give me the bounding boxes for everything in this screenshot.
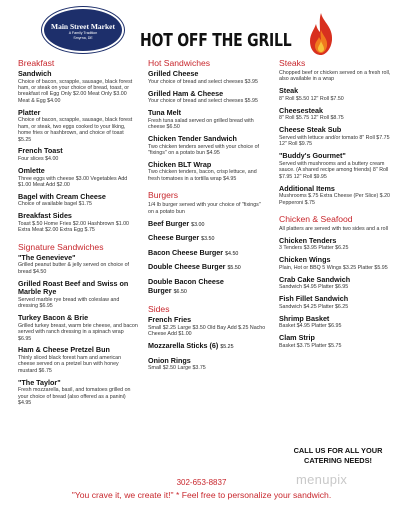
section-heading-hot-sandwiches: Hot Sandwiches [148, 58, 211, 68]
item-name: Crab Cake Sandwich [279, 274, 351, 284]
item-price: $3.00 [191, 221, 205, 228]
item-name: Cheese Burger [148, 233, 200, 243]
item-description: Choice of bacon, scrapple, sausage, black forest ham, or steak on your choice of bread, toast, or breakfast roll Egg Only $2.00 Meat Only $3.00 Meat & Egg $4.00 [18, 78, 133, 104]
section-heading-burgers: Burgers [148, 190, 179, 201]
item-description: Served with mushrooms and a buttery cream sauce. (A shared recipe among friends) 8" Roll $7.95 12" Roll $9.95 [279, 160, 389, 180]
item-name: Double Bacon Cheese Burger [148, 276, 224, 295]
item-description: Three eggs with cheese $3.00 Vegetables Add $1.00 Meat Add $2.00 [18, 175, 128, 188]
footer-tagline: "You crave it, we create it!" * Feel free to personalize your sandwich. [71, 490, 332, 500]
item-description: Sandwich $4.25 Platter $6.25 [279, 303, 349, 310]
menu-item [279, 276, 391, 291]
item-name: Breakfast Sides [18, 211, 72, 221]
menu-column-middle [148, 58, 268, 376]
menu-item [279, 334, 391, 349]
section-intro: All platters are served with two sides and a roll [279, 225, 388, 232]
item-description: Basket $4.95 Platter $6.95 [279, 323, 342, 330]
item-description: Served marble rye bread with coleslaw and dressing $6.95 [18, 296, 120, 310]
item-name: Turkey Bacon & Brie [18, 313, 89, 323]
menu-item [148, 316, 268, 337]
menu-item [279, 315, 391, 330]
item-name: Sandwich [18, 69, 52, 78]
menu-item [18, 109, 138, 143]
item-name: Double Cheese Burger [148, 262, 226, 272]
item-description: Basket $3.75 Platter $5.75 [279, 342, 342, 349]
phone-number: 302-653-8837 [176, 478, 227, 487]
menu-item [148, 342, 268, 352]
menu-item [279, 107, 391, 122]
menu-column-right [279, 58, 391, 354]
menu-item [18, 167, 138, 188]
menu-item [18, 147, 138, 162]
item-description: Small $2.25 Large $3.50 Old Bay Add $.25 Nacho Cheese Add $1.00 [148, 324, 266, 338]
menu-item [18, 212, 138, 233]
item-name: Tuna Melt [148, 108, 182, 117]
item-description: Served with lettuce and/or tomato 8" Roll $7.75 12" Roll $9.75 [279, 134, 390, 148]
item-description: Your choice of bread and select cheeses $3.95 [148, 78, 258, 85]
section-heading-chicken-seafood: Chicken & Seafood [279, 213, 353, 224]
item-name: Chicken Tenders [279, 235, 337, 245]
item-name: Mozzarella Sticks (6) [148, 341, 219, 350]
item-name: Cheesesteak [279, 105, 323, 115]
menu-item [148, 135, 268, 156]
item-price: $4.50 [225, 250, 239, 257]
item-description: Toast $.50 Home Fries $2.00 Hashbrown $1.00 Extra Meat $2.00 Extra Egg $.75 [18, 220, 130, 234]
watermark: menupix [296, 472, 348, 487]
flame-icon [306, 12, 336, 56]
item-price: $6.50 [173, 288, 187, 295]
logo-tagline: A Family Tradition [68, 31, 98, 35]
item-name: French Toast [18, 146, 63, 156]
item-description: Fresh mozzarella, basil, and tomatoes grilled on your choice of bread (also offered as a panini) $4.95 [18, 387, 131, 407]
item-description: Grilled turkey breast, warm brie cheese, and bacon served with ranch dressing in a spinach wrap $6.95 [18, 322, 138, 342]
item-name: Platter [18, 107, 41, 117]
catering-callout [288, 446, 388, 466]
item-price: $3.50 [201, 236, 215, 243]
section-heading-sides: Sides [148, 304, 170, 315]
item-name: Bagel with Cream Cheese [18, 191, 106, 201]
item-name: Fish Fillet Sandwich [279, 294, 349, 304]
item-description: Fresh tuna salad served on grilled bread with cheese $6.50 [148, 117, 254, 130]
section-heading-signature: Signature Sandwiches [18, 241, 104, 252]
menu-item [148, 263, 268, 273]
menu-item [279, 87, 391, 102]
item-name: "The Taylor" [18, 377, 61, 387]
item-description: Two chicken tenders served with your choice of "fixings" on a potato bun $4.95 [148, 143, 259, 156]
item-description: Grilled peanut butter & jelly served on choice of bread $4.50 [18, 262, 130, 275]
item-description: 8" Roll $5.75 12" Roll $8.75 [279, 115, 344, 122]
menu-item [148, 278, 240, 296]
menu-item [279, 256, 391, 271]
menu-item [279, 152, 391, 180]
item-description: Mushrooms $.75 Extra Cheese (Per Slice) $.20 Pepperoni $.75 [279, 193, 390, 206]
menu-item [18, 193, 138, 208]
logo-name: Main Street Market [50, 22, 115, 31]
item-description: Plain, Hot or BBQ 5 Wings $3.25 Platter $5.95 [279, 264, 388, 271]
item-name: Ham & Cheese Pretzel Bun [18, 345, 110, 355]
menu-item [279, 237, 391, 252]
item-description: Four slices $4.00 [18, 156, 59, 163]
item-name: Grilled Cheese [148, 69, 199, 78]
item-name: Shrimp Basket [279, 313, 330, 323]
menu-item [148, 249, 268, 259]
menu-item [148, 357, 268, 372]
menu-item [279, 126, 391, 147]
restaurant-logo [42, 7, 124, 53]
menu-item [148, 234, 268, 244]
menu-item [148, 161, 268, 182]
item-name: French Fries [148, 315, 192, 325]
item-name: Grilled Roast Beef and Swiss on Marble Rye [18, 278, 129, 297]
menu-item [18, 254, 138, 275]
item-name: "Buddy's Gourmet" [279, 151, 346, 161]
item-name: Cheese Steak Sub [279, 125, 342, 135]
item-description: 8" Roll $5.50 12" Roll $7.50 [279, 95, 344, 102]
section-heading-steaks: Steaks [279, 58, 306, 68]
menu-header [0, 0, 403, 62]
item-name: Omlette [18, 165, 45, 175]
menu-item [18, 70, 138, 104]
menu-item [148, 70, 268, 85]
item-description: Thinly sliced black forest ham and american cheese served on a pretzel bun with honey mustard $6.75 [18, 355, 122, 374]
menu-item [18, 346, 138, 374]
catering-line-2: CATERING NEEDS! [303, 456, 373, 465]
item-description: Your choice of bread and select cheeses $5.95 [148, 98, 258, 105]
item-name: Beef Burger [148, 218, 190, 228]
menu-item [18, 280, 138, 310]
menu-item [148, 90, 268, 105]
menu-column-left [18, 58, 138, 411]
menu-item [148, 220, 268, 230]
item-description: 3 Tenders $3.95 Platter $6.25 [279, 245, 349, 252]
item-price: $5.25 [220, 344, 234, 350]
item-name: Clam Strip [279, 333, 315, 343]
item-name: Grilled Ham & Cheese [148, 88, 224, 98]
menu-item [279, 185, 391, 206]
menu-item [148, 109, 268, 130]
menu-item [18, 314, 138, 342]
item-name: Steak [279, 86, 299, 96]
item-name: Additional Items [279, 183, 335, 193]
section-intro: 1/4 lb burger served with your choice of "fixings" on a potato bun [148, 202, 261, 215]
item-description: Choice of available bagel $1.75 [18, 201, 92, 208]
item-name: Bacon Cheese Burger [148, 247, 224, 257]
item-name: Chicken BLT Wrap [148, 159, 212, 169]
item-name: "The Genevieve" [18, 252, 76, 262]
item-description: Small $2.50 Large $3.75 [148, 365, 206, 372]
item-name: Onion Rings [148, 355, 191, 365]
section-heading-breakfast: Breakfast [18, 58, 55, 68]
item-description: Two chicken tenders, bacon, crisp lettuce, and fresh tomatoes in a tortilla wrap $4.95 [148, 169, 257, 182]
item-price: $5.50 [227, 265, 241, 272]
item-description: Choice of bacon, scrapple, sausage, black forest ham, or steak, two eggs cooked to your liking, home fries or hashbrown, and choice of toast $5.25 [18, 117, 133, 143]
page-title: HOT OFF THE GRILL [140, 30, 292, 51]
item-name: Chicken Tender Sandwich [148, 133, 237, 143]
catering-line-1: CALL US FOR ALL YOUR [293, 446, 383, 455]
item-description: Sandwich $4.95 Platter $6.95 [279, 284, 349, 291]
item-name: Chicken Wings [279, 255, 331, 265]
section-intro: Chopped beef or chicken served on a fresh roll, also available in a wrap [279, 70, 391, 83]
logo-location: Smyrna, DE [73, 36, 93, 40]
menu-item [18, 379, 138, 407]
menu-item [279, 295, 391, 310]
